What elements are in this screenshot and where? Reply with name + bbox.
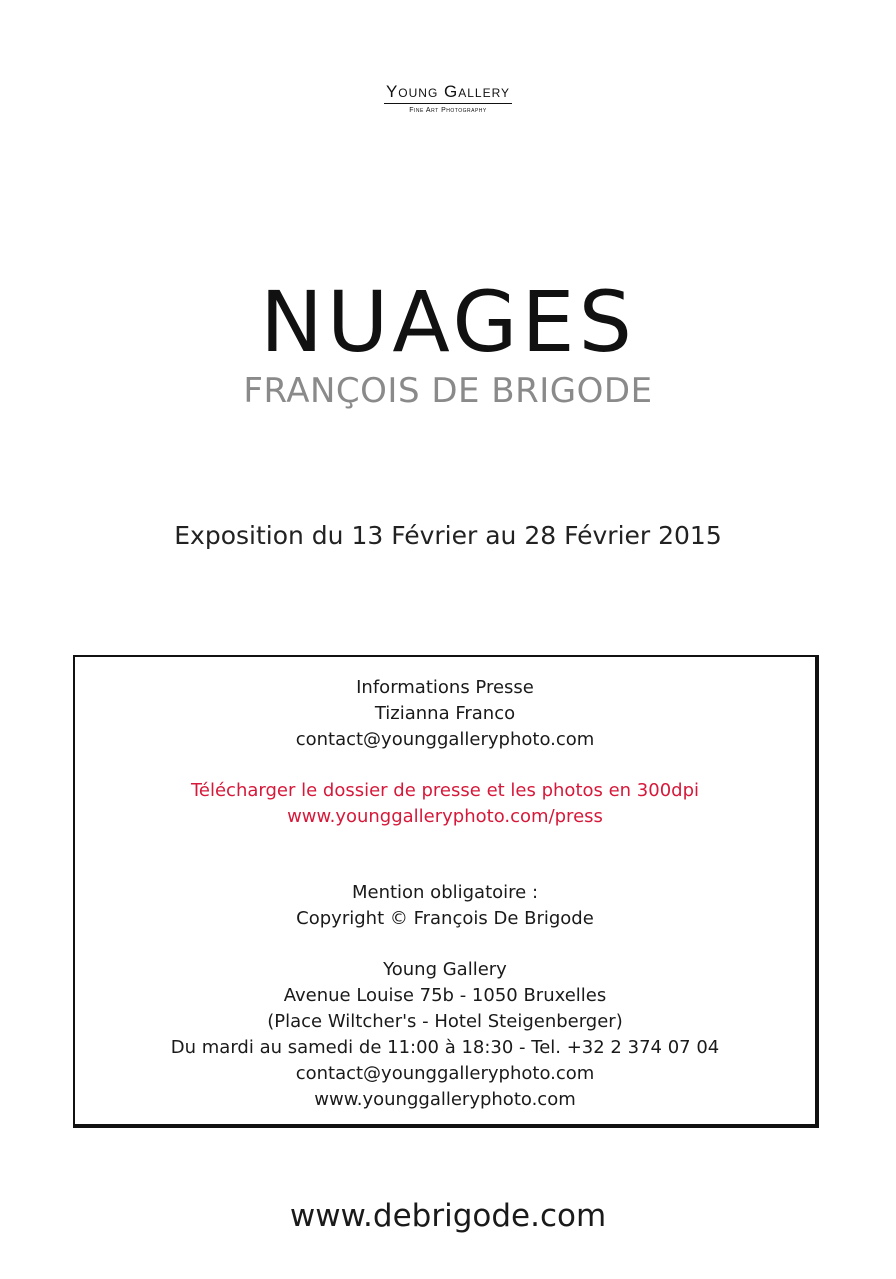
press-download-group [75, 778, 815, 830]
press-download-text: Télécharger le dossier de presse et les photos en 300dpi [190, 780, 700, 801]
press-download-link[interactable]: www.younggalleryphoto.com/press [287, 806, 603, 827]
exhibition-dates: Exposition du 13 Février au 28 Février 2015 [174, 521, 722, 550]
artist-name: FRANÇOIS DE BRIGODE [243, 371, 653, 411]
press-contact-name: Tizianna Franco [374, 703, 516, 724]
logo-name: Young Gallery [384, 82, 512, 104]
gallery-address: Avenue Louise 75b - 1050 Bruxelles [283, 985, 607, 1006]
gallery-website-link[interactable]: www.younggalleryphoto.com [314, 1089, 576, 1110]
press-info-box [73, 655, 819, 1128]
press-contact-email-link[interactable]: contact@younggalleryphoto.com [295, 729, 595, 750]
gallery-hours-phone: Du mardi au samedi de 11:00 à 18:30 - Tel. +32 2 374 07 04 [170, 1037, 720, 1058]
credit-group [75, 880, 815, 932]
copyright-text: Copyright © François De Brigode [296, 908, 594, 929]
exhibition-title: NUAGES [260, 273, 636, 371]
gallery-name: Young Gallery [383, 959, 507, 980]
press-info-heading: Informations Presse [356, 677, 534, 698]
gallery-logo [0, 82, 896, 114]
gallery-email-link[interactable]: contact@younggalleryphoto.com [295, 1063, 595, 1084]
logo-tagline: Fine Art Photography [409, 107, 487, 114]
press-contact-group [75, 675, 815, 753]
gallery-address-group [75, 957, 815, 1113]
artist-website-link[interactable]: www.debrigode.com [289, 1198, 607, 1234]
credit-heading: Mention obligatoire : [351, 882, 539, 903]
gallery-location: (Place Wiltcher's - Hotel Steigenberger) [267, 1011, 623, 1032]
